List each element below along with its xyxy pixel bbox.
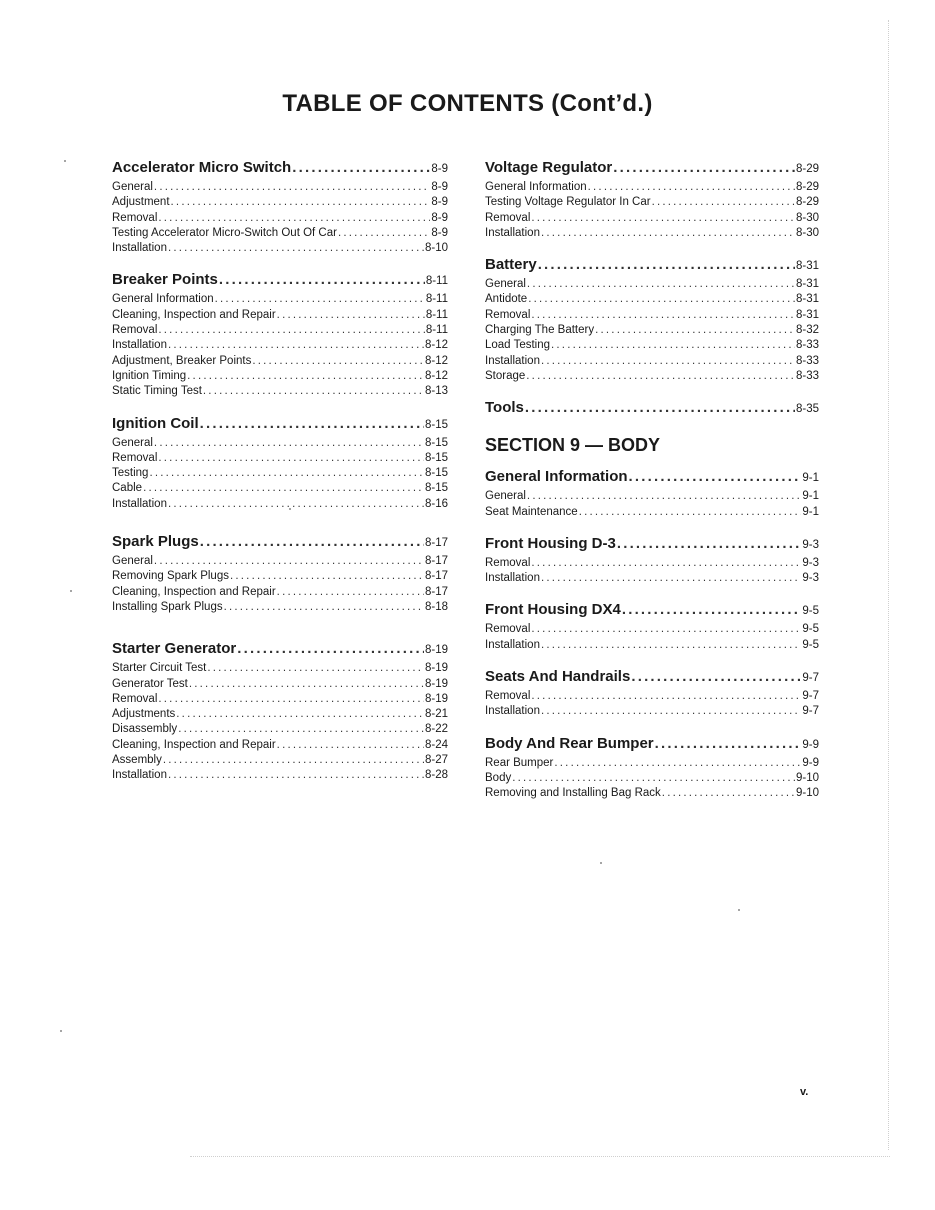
toc-page-number: 8-19 (424, 692, 448, 705)
toc-page-number: 8-19 (424, 662, 448, 675)
toc-right-column (485, 158, 819, 816)
toc-entry-label: General Information (112, 293, 214, 306)
toc-entry (112, 292, 448, 307)
toc-group (112, 639, 448, 783)
dot-leader (178, 722, 424, 737)
toc-entry-label: Ignition Timing (112, 369, 187, 382)
dot-leader (512, 771, 795, 786)
dot-leader (531, 556, 801, 571)
dot-leader (617, 534, 802, 554)
toc-heading-label: Accelerator Micro Switch (112, 159, 292, 176)
dot-leader (541, 638, 801, 653)
toc-entry-label: Installation (112, 242, 167, 255)
toc-page-number: 8-16 (424, 497, 448, 510)
toc-entry-label: General Information (485, 181, 587, 193)
dot-leader (541, 704, 801, 719)
toc-page-number: 9-7 (802, 672, 819, 685)
toc-heading-label: Ignition Coil (112, 414, 199, 432)
dot-leader (525, 398, 795, 418)
toc-page-number: 8-17 (424, 555, 448, 568)
toc-entry-label: Removal (485, 556, 531, 569)
toc-page-number: 8-27 (424, 754, 448, 767)
toc-page-number: 8-31 (795, 293, 819, 306)
toc-page-number: 8-12 (424, 339, 448, 352)
toc-page-number: 9-1 (802, 505, 819, 518)
toc-page-number: 8-33 (795, 369, 819, 382)
toc-page-number: 9-5 (802, 623, 819, 636)
dot-leader (292, 158, 430, 178)
toc-heading (485, 158, 819, 179)
toc-page-number: 9-3 (802, 556, 819, 569)
toc-heading-label: Front Housing DX4 (485, 601, 621, 619)
dot-leader (277, 738, 424, 753)
dot-leader (163, 753, 424, 768)
toc-page-number: 8-30 (795, 226, 819, 239)
toc-entry-label: Removing and Installing Bag Rack (485, 787, 661, 800)
toc-entry-label: Adjustments (112, 708, 176, 721)
toc-group (485, 600, 819, 653)
toc-entry-label: General (112, 436, 153, 449)
toc-page-number: 8-17 (424, 570, 448, 583)
dot-leader (526, 369, 795, 384)
toc-heading-label: Starter Generator (112, 640, 237, 658)
toc-entry-label: General (112, 555, 153, 568)
toc-entry-label: Removing Spark Plugs (112, 570, 229, 583)
toc-heading-label: Breaker Points (112, 271, 218, 289)
toc-entry-label: Installation (485, 638, 540, 651)
toc-entry (112, 323, 448, 338)
toc-entry (112, 497, 448, 512)
toc-entry (485, 277, 819, 292)
dot-leader (154, 554, 424, 569)
toc-entry-label: Adjustment (112, 196, 170, 209)
scan-speck (60, 1030, 62, 1032)
toc-page-number: 9-9 (802, 756, 819, 769)
toc-page-number: 8-31 (795, 278, 819, 291)
toc-page-number: 8-19 (424, 677, 448, 690)
toc-page-number: 8-28 (424, 769, 448, 782)
dot-leader (143, 481, 424, 496)
dot-leader (200, 532, 424, 552)
toc-page-number: 8-29 (795, 196, 819, 209)
toc-heading-label: Tools (485, 399, 524, 417)
toc-page-number: 9-7 (802, 705, 819, 718)
toc-entry-label: Installation (485, 226, 540, 239)
toc-group (485, 467, 819, 520)
toc-group (112, 414, 448, 512)
toc-entry-label: Static Timing Test (112, 385, 202, 398)
toc-entry (112, 481, 448, 496)
toc-page-number: 8-11 (425, 324, 448, 337)
toc-entry (485, 556, 819, 571)
toc-entry (485, 308, 819, 323)
toc-entry (485, 505, 819, 520)
toc-entry-label: Removal (485, 623, 531, 636)
toc-page-number: 9-1 (802, 490, 819, 503)
toc-page-number: 8-9 (431, 226, 448, 239)
toc-entry-label: Removal (485, 308, 531, 321)
toc-page-number: 8-33 (795, 354, 819, 367)
toc-entry (112, 195, 448, 210)
dot-leader (613, 158, 795, 178)
dot-leader (277, 308, 425, 323)
toc-page-number: 8-17 (424, 537, 448, 550)
dot-leader (207, 661, 424, 676)
toc-page-number: 8-35 (795, 403, 819, 416)
dot-leader (531, 211, 795, 226)
dot-leader (230, 569, 424, 584)
toc-page-number: 8-21 (424, 708, 448, 721)
toc-entry (485, 704, 819, 719)
dot-leader (277, 585, 424, 600)
toc-entry (485, 622, 819, 637)
toc-entry (485, 195, 819, 210)
toc-heading (485, 467, 819, 488)
toc-heading (485, 600, 819, 621)
toc-page-number: 8-15 (424, 418, 448, 431)
toc-left-column (112, 158, 448, 798)
toc-page-number: 8-9 (431, 163, 448, 175)
toc-entry-label: General (112, 181, 153, 193)
dot-leader (215, 292, 425, 307)
scan-edge-mark (888, 20, 889, 1150)
toc-group (112, 270, 448, 399)
toc-entry (112, 180, 448, 195)
toc-group (485, 158, 819, 241)
toc-entry-label: Installing Spark Plugs (112, 600, 223, 613)
toc-page-number: 8-10 (424, 242, 448, 255)
scan-speck (600, 862, 602, 864)
toc-entry (485, 489, 819, 504)
toc-entry-label: Removal (112, 211, 158, 224)
dot-leader (531, 308, 795, 323)
dot-leader (252, 354, 424, 369)
toc-heading (485, 534, 819, 555)
toc-entry (112, 722, 448, 737)
dot-leader (224, 600, 424, 615)
toc-entry (112, 241, 448, 256)
toc-entry (112, 338, 448, 353)
toc-page-number: 8-24 (424, 738, 448, 751)
toc-page-number: 8-33 (795, 339, 819, 352)
toc-entry-label: Body (485, 771, 512, 784)
toc-entry (112, 585, 448, 600)
dot-leader (168, 338, 424, 353)
dot-leader (187, 369, 424, 384)
toc-page-number: 8-11 (425, 293, 448, 306)
toc-page-number: 8-31 (795, 260, 819, 273)
toc-entry (112, 211, 448, 226)
toc-heading-label: Body And Rear Bumper (485, 734, 654, 752)
toc-group (112, 532, 448, 615)
toc-heading (112, 270, 448, 291)
dot-leader (237, 639, 424, 659)
toc-entry-label: Cleaning, Inspection and Repair (112, 308, 276, 321)
toc-heading-label: Voltage Regulator (485, 159, 613, 176)
scan-speck (70, 590, 72, 592)
toc-page-number: 8-12 (424, 369, 448, 382)
section-9-heading: SECTION 9 — BODY (485, 435, 661, 456)
toc-heading (485, 734, 819, 755)
toc-page-number: 8-19 (424, 644, 448, 657)
dot-leader (531, 622, 801, 637)
dot-leader (189, 677, 424, 692)
toc-entry-label: Storage (485, 369, 526, 382)
toc-group (112, 158, 448, 256)
toc-entry (485, 323, 819, 338)
toc-page-number: 8-15 (424, 482, 448, 495)
toc-page-number: 9-7 (802, 690, 819, 703)
toc-heading-label: Front Housing D-3 (485, 534, 616, 552)
toc-page-number: 9-9 (802, 738, 819, 751)
dot-leader (527, 277, 795, 292)
toc-entry-label: Installation (112, 769, 167, 782)
dot-leader (541, 571, 801, 586)
toc-entry (112, 661, 448, 676)
toc-page-number: 9-10 (795, 787, 819, 800)
toc-page-number: 8-29 (795, 163, 819, 175)
toc-entry-label: Removal (485, 690, 531, 703)
toc-page-number: 8-15 (424, 436, 448, 449)
toc-entry (485, 211, 819, 226)
dot-leader (595, 323, 795, 338)
toc-entry (485, 571, 819, 586)
dot-leader (551, 338, 795, 353)
page-title: TABLE OF CONTENTS (Cont’d.) (282, 90, 653, 117)
toc-heading-label: General Information (485, 468, 628, 486)
toc-page-number: 9-1 (802, 472, 819, 485)
toc-entry (112, 600, 448, 615)
dot-leader (158, 692, 424, 707)
toc-entry (485, 369, 819, 384)
dot-leader (168, 241, 424, 256)
scan-speck (738, 909, 740, 911)
toc-group (485, 667, 819, 720)
toc-page-number: 8-9 (431, 196, 448, 209)
toc-heading (112, 414, 448, 435)
scan-speck (289, 508, 291, 510)
toc-entry (112, 384, 448, 399)
toc-entry-label: Cleaning, Inspection and Repair (112, 738, 276, 751)
page-number: v. (800, 1086, 809, 1098)
dot-leader (541, 354, 795, 369)
dot-leader (622, 600, 802, 620)
toc-heading (485, 667, 819, 688)
toc-heading (112, 639, 448, 660)
toc-entry-label: Testing Voltage Regulator In Car (485, 196, 651, 209)
toc-heading-label: Seats And Handrails (485, 668, 631, 686)
toc-entry-label: Testing Accelerator Micro-Switch Out Of Car (112, 226, 337, 239)
toc-entry-label: Disassembly (112, 723, 178, 736)
toc-entry (485, 638, 819, 653)
dot-leader (158, 211, 430, 226)
dot-leader (554, 756, 801, 771)
toc-entry (112, 451, 448, 466)
toc-entry (112, 707, 448, 722)
toc-entry (112, 354, 448, 369)
toc-entry-label: Installation (112, 339, 167, 352)
toc-heading (485, 255, 819, 276)
dot-leader (168, 768, 424, 783)
toc-entry-label: Cable (112, 482, 143, 495)
toc-entry-label: Rear Bumper (485, 756, 554, 769)
dot-leader (154, 436, 424, 451)
toc-heading (112, 158, 448, 179)
dot-leader (158, 451, 424, 466)
dot-leader (176, 707, 424, 722)
toc-heading-label: Spark Plugs (112, 533, 199, 551)
toc-entry-label: Testing (112, 467, 149, 480)
toc-page-number: 9-10 (795, 771, 819, 784)
toc-page-number: 9-5 (802, 605, 819, 618)
dot-leader (528, 292, 795, 307)
dot-leader (588, 180, 795, 195)
toc-entry-label: Removal (112, 324, 158, 337)
toc-entry (112, 369, 448, 384)
toc-entry (112, 554, 448, 569)
dot-leader (203, 384, 424, 399)
dot-leader (629, 467, 802, 487)
toc-page-number: 8-18 (424, 600, 448, 613)
toc-group (485, 255, 819, 384)
toc-entry (485, 756, 819, 771)
toc-entry-label: Removal (112, 451, 158, 464)
toc-entry (112, 436, 448, 451)
toc-group (485, 734, 819, 802)
dot-leader (655, 734, 802, 754)
toc-entry-label: Installation (485, 354, 540, 367)
toc-entry (112, 677, 448, 692)
toc-page-number: 8-29 (795, 181, 819, 193)
toc-group (485, 398, 819, 419)
toc-page-number: 8-31 (795, 308, 819, 321)
dot-leader (538, 255, 795, 275)
toc-entry-label: Assembly (112, 754, 162, 767)
toc-entry-label: Starter Circuit Test (112, 662, 207, 675)
dot-leader (527, 489, 801, 504)
toc-entry-label: General (485, 278, 526, 291)
toc-entry (112, 753, 448, 768)
toc-entry-label: Removal (112, 692, 158, 705)
toc-entry-label: Generator Test (112, 677, 188, 690)
toc-entry-label: Seat Maintenance (485, 505, 578, 518)
toc-entry (485, 689, 819, 704)
toc-page-number: 8-30 (795, 211, 819, 224)
toc-entry (112, 692, 448, 707)
toc-entry (485, 226, 819, 241)
dot-leader (531, 689, 801, 704)
toc-entry (485, 771, 819, 786)
dot-leader (631, 667, 801, 687)
toc-page-number: 8-9 (431, 181, 448, 193)
toc-page-number: 8-17 (424, 585, 448, 598)
toc-entry-label: Installation (485, 572, 540, 585)
toc-entry-label: Adjustment, Breaker Points (112, 354, 252, 367)
dot-leader (171, 195, 431, 210)
toc-entry-label: Installation (112, 497, 167, 510)
toc-entry-label: Antidote (485, 293, 528, 306)
toc-page-number: 8-32 (795, 324, 819, 337)
toc-page-number: 8-11 (425, 275, 448, 288)
toc-page-number: 8-9 (431, 211, 448, 224)
toc-page-number: 8-13 (424, 385, 448, 398)
toc-entry-label: General (485, 490, 526, 503)
dot-leader (338, 226, 430, 241)
dot-leader (219, 270, 425, 290)
dot-leader (662, 786, 795, 801)
toc-page-number: 8-15 (424, 451, 448, 464)
dot-leader (149, 466, 424, 481)
toc-page-number: 8-15 (424, 467, 448, 480)
toc-heading (485, 398, 819, 419)
toc-page-number: 8-11 (425, 308, 448, 321)
toc-entry (112, 768, 448, 783)
toc-entry (485, 180, 819, 195)
toc-entry (112, 466, 448, 481)
toc-page-number: 9-3 (802, 538, 819, 551)
toc-entry (485, 354, 819, 369)
dot-leader (541, 226, 795, 241)
toc-page-number: 8-12 (424, 354, 448, 367)
toc-heading-label: Battery (485, 256, 537, 274)
toc-group (485, 534, 819, 587)
dot-leader (200, 414, 424, 434)
toc-entry-label: Installation (485, 705, 540, 718)
scan-speck (64, 160, 66, 162)
dot-leader (579, 505, 802, 520)
toc-entry (485, 292, 819, 307)
toc-entry-label: Load Testing (485, 339, 551, 352)
toc-entry-label: Removal (485, 211, 531, 224)
toc-page-number: 9-3 (802, 572, 819, 585)
dot-leader (158, 323, 424, 338)
toc-entry (112, 308, 448, 323)
toc-entry (112, 226, 448, 241)
dot-leader (154, 180, 430, 195)
toc-heading (112, 532, 448, 553)
toc-entry (485, 786, 819, 801)
toc-page-number: 9-5 (802, 638, 819, 651)
toc-page-number: 8-22 (424, 723, 448, 736)
toc-entry-label: Cleaning, Inspection and Repair (112, 585, 276, 598)
toc-entry-label: Charging The Battery (485, 324, 595, 337)
dot-leader (168, 497, 424, 512)
dot-leader (652, 195, 795, 210)
toc-entry (112, 738, 448, 753)
toc-entry (112, 569, 448, 584)
toc-entry (485, 338, 819, 353)
scan-bottom-mark (190, 1156, 890, 1157)
